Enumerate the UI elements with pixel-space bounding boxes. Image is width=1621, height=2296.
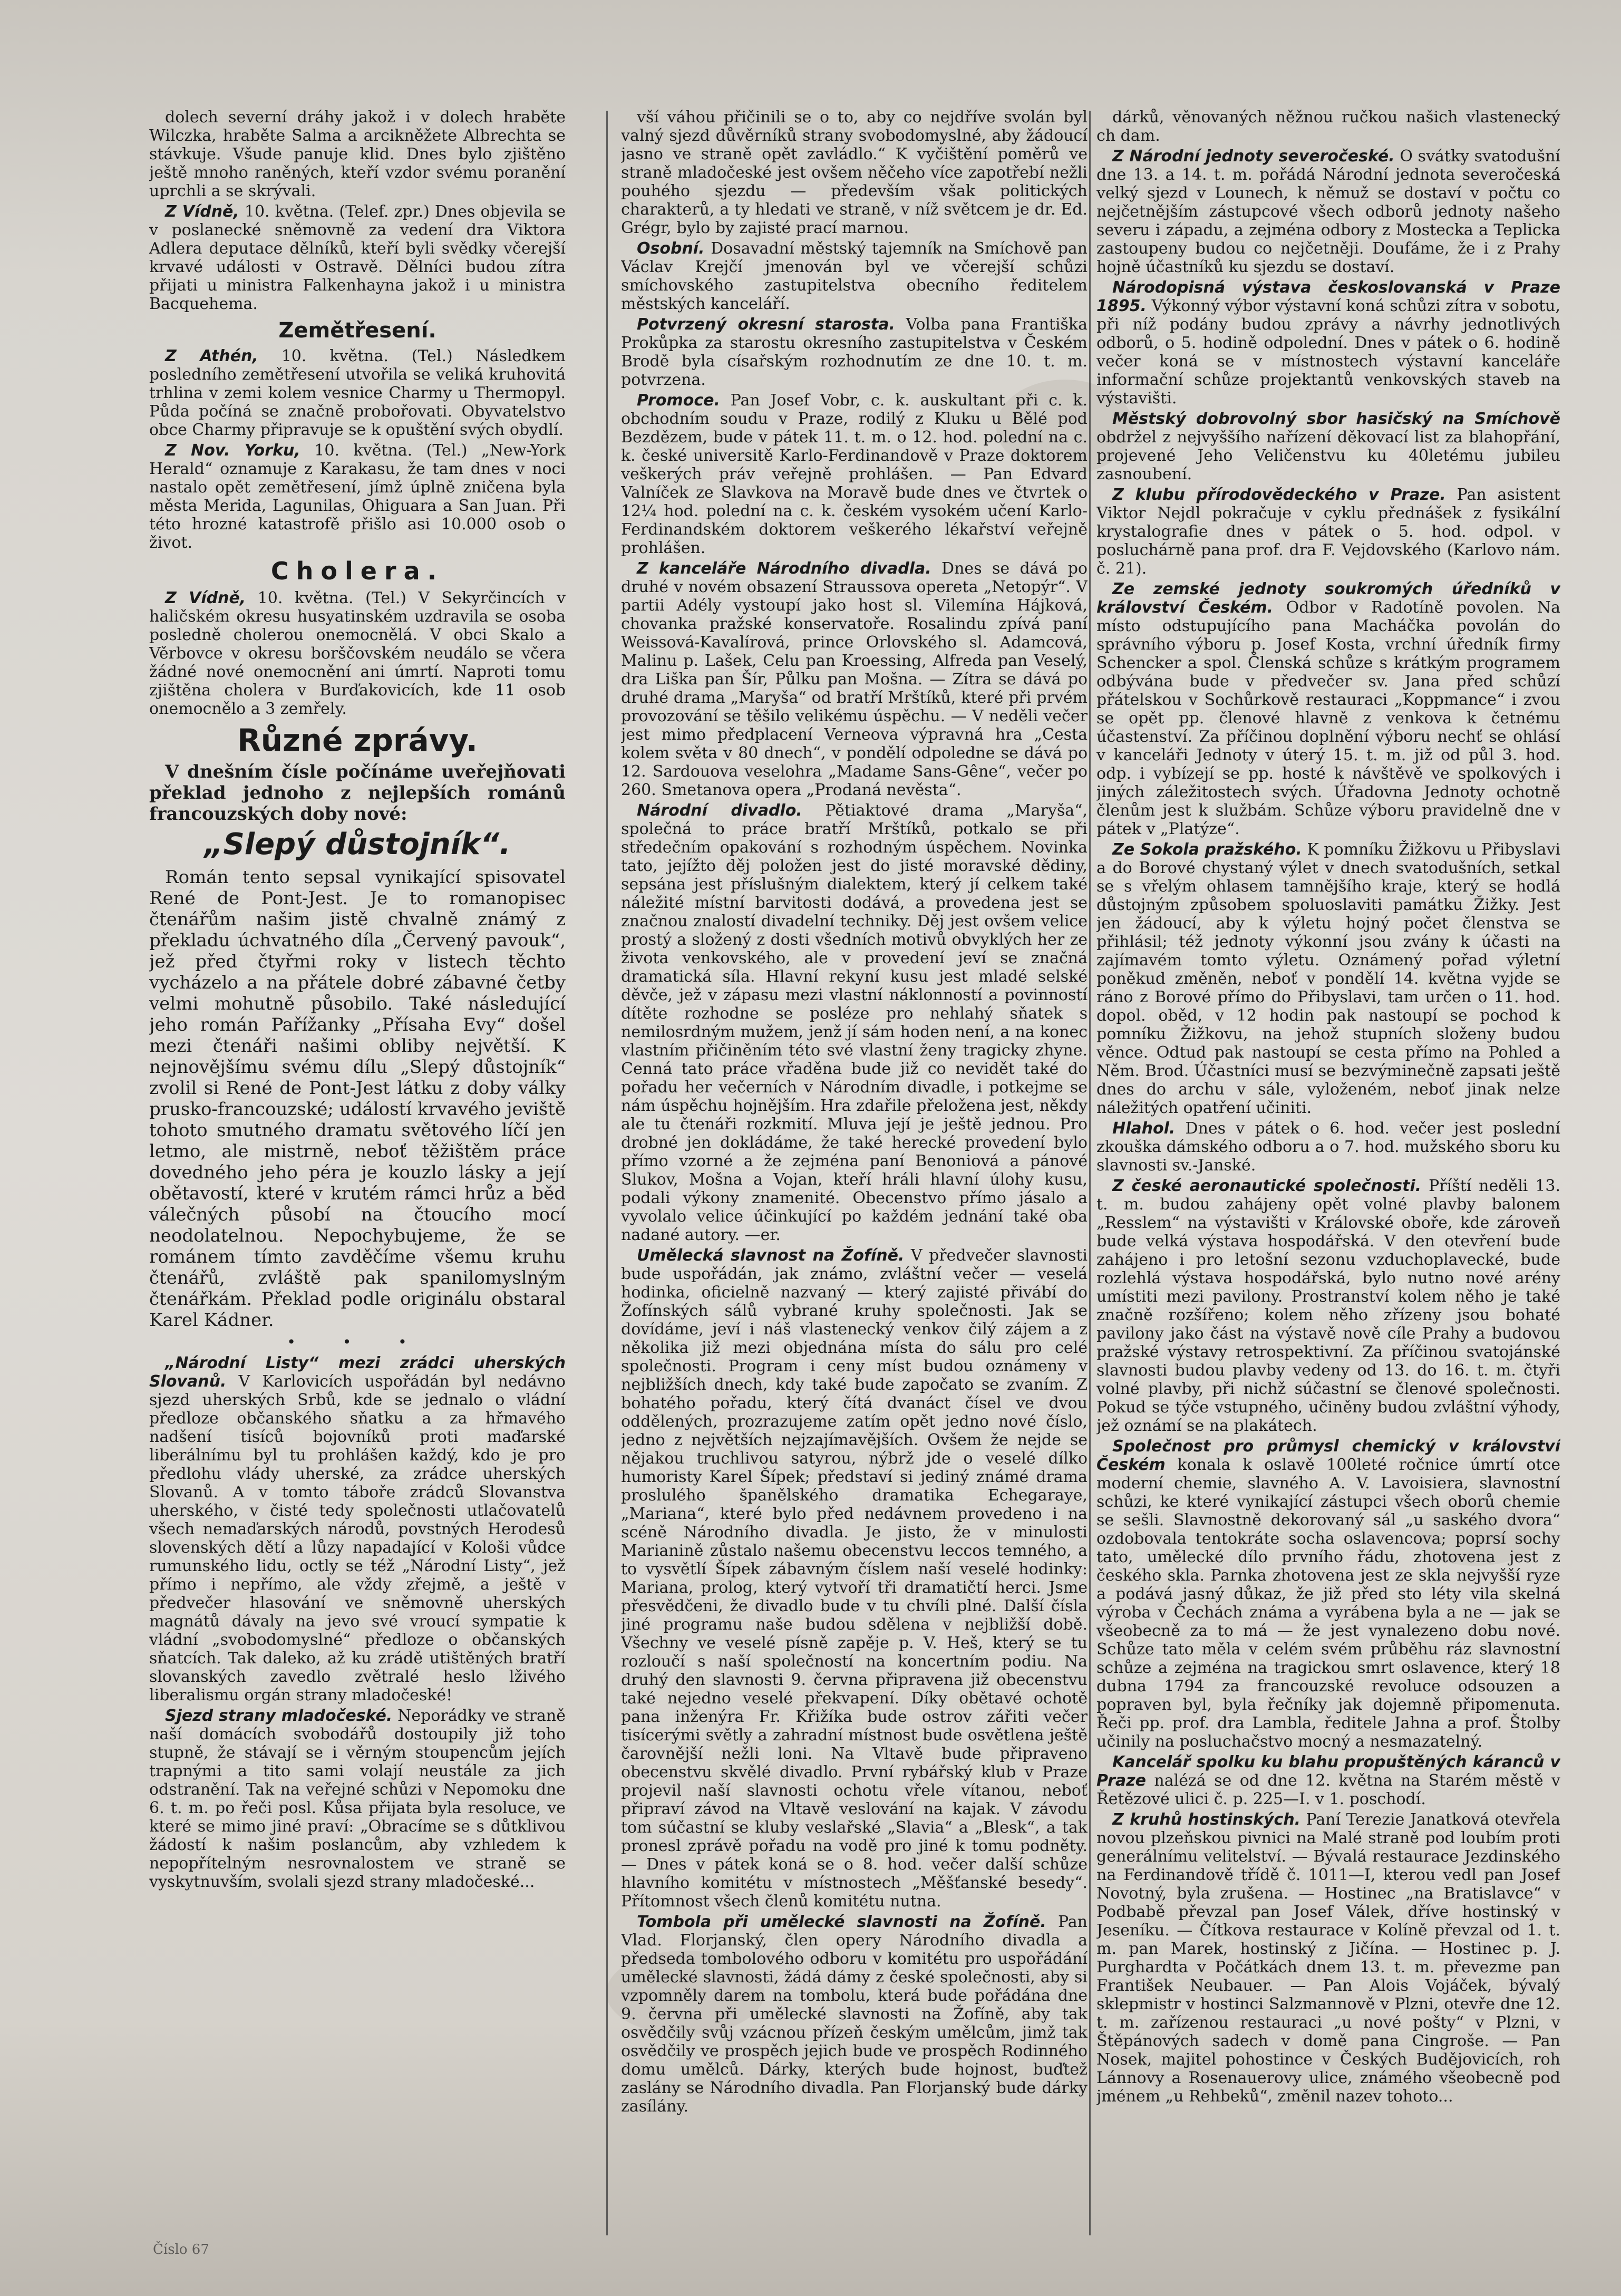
news-item-text: Odbor v Radotíně povolen. Na místo odstupujícího pana Macháčka povolán do správního výboru p. Josef Kosta, vrchní úředník firmy Schencker a spol. Členská schůze s krátkým programem odbývána bude v předvečer sv. Jana před schůzí přátelskou v Sochůrkově restauraci „Koppmance“ i zvou se opět pp. členové hlavně z venkova k četnému účastenství. Za příčinou doplnění výboru nechť se ohlásí v kanceláři Jednoty v úterý 15. t. m. již od půl 3. hod. odp. i vybízejí se pp. hosté k návštěvě ve spolkových i jiných záležitostech svých. Úřadovna Jednoty ochotně členům jest k službám. Schůze výboru pravidelně dne v pátek v „Platýze“. xyxy=(1096,598,1560,838)
section-heading: Cholera. xyxy=(270,557,444,585)
news-item xyxy=(149,347,566,439)
news-item-text: nalézá se od dne 12. května na Starém městě v Řetězové ulici č. p. 225—I. v 1. poschodí. xyxy=(1096,1771,1560,1808)
section-heading: Různé zprávy. xyxy=(237,722,478,758)
news-item-text: Příští neděli 13. t. m. budou zahájeny opět volné plavby balonem „Resslem“ na výstavišti v Královské oboře, kde zároveň bude velká výstava hospodářská. V den otevření bude zahájeno i pro letošní sezonu vzduchoplavecké, bude rozlehlá výstava hospodářská, bylo nutno nové arény umístiti mezi pavilony. Prostranství kolem něho je také značně rozšířeno; kolem něho zřízeny jsou bohaté pavilony jako část na výstavě nově cíle Prahy a budovou pražské výstavy retrospektivní. Za příčinou svatojánské slavnosti budou plavby vedeny od 13. do 16. t. m. čtyři volné plavby, při nichž súčastní se členové společnosti. Pokud se týče vstupného, učiněny budou zvláštní výhody, jež oznámí se na plakátech. xyxy=(1096,1177,1560,1435)
column-2 xyxy=(621,108,1088,2238)
news-item xyxy=(149,108,566,200)
column-divider xyxy=(606,111,608,2235)
news-item xyxy=(149,202,566,313)
news-item xyxy=(1096,486,1560,578)
news-item-text: Pan Josef Vobr, c. k. auskultant při c. k. obchodním soudu v Praze, rodilý z Kluku u Bělé pod Bezdězem, bude v pátek 11. t. m. o 12. hod. polední na c. k. české universitě Karlo-Ferdinandově v Praze doktorem veškerých práv veřejně prohlášen. — Pan Edvard Valníček ze Slavkova na Moravě bude dnes ve čtvrtek o 12¼ hod. polední na c. k. českém vysokém učení Karlo-Ferdinandském doktorem veškerého lékařství veřejně prohlášen. xyxy=(621,391,1088,557)
news-item-heading: Z české aeronautické společnosti. xyxy=(1112,1177,1422,1195)
news-item-text: Výkonný výbor výstavní koná schůzi zítra v sobotu, při níž podány budou zprávy a návrhy jednotlivých odborů, o 5. hodině odpolední. Dnes v pátek o 6. hodině večer koná se v místnostech výstavní kanceláře informační schůze projektantů venkovských staveb na výstavišti. xyxy=(1096,297,1560,408)
news-item xyxy=(621,1246,1088,1911)
news-item-heading: Promoce. xyxy=(637,391,720,410)
news-item-heading: Ze Sokola pražského. xyxy=(1112,840,1302,859)
news-item xyxy=(621,315,1088,389)
news-item-heading: Potvrzený okresní starosta. xyxy=(637,315,895,334)
news-item-text: dárků, věnovaných něžnou ručkou našich vlastenecký ch dam. xyxy=(1096,108,1560,145)
news-item xyxy=(621,239,1088,313)
news-item-heading: Národopisná výstava českoslovanská v Praze 1895. xyxy=(1096,278,1560,315)
feature-title: „Slepý důstojník“. xyxy=(204,827,511,861)
news-item-heading: Společnost pro průmysl chemický v království Českém xyxy=(1096,1437,1560,1474)
news-item-text: O svátky svatodušní dne 13. a 14. t. m. pořádá Národní jednota severočeská velký sjezd v Lounech, k němuž se dostaví v počtu co nejčetnějším zástupcové všech odborů jednoty našeho severu i západu, a zejména odbory z Mostecka a Teplicka zastoupeny budou co nejčetněji. Doufáme, že i z Prahy hojně účastníků ku sjezdu se dostaví. xyxy=(1096,147,1560,276)
news-item xyxy=(1096,1437,1560,1751)
column-1 xyxy=(149,108,566,2238)
news-item xyxy=(149,441,566,552)
page-number: Číslo 67 xyxy=(153,2242,209,2258)
news-item-text: Pan asistent Viktor Nejdl pokračuje v cyklu přednášek z fysikální krystalografie dnes v pátek o 5. hod. odpol. v posluchárně pana prof. dra F. Vejdovského (Karlovo nám. č. 21). xyxy=(1096,486,1560,578)
section-heading: Zemětřesení. xyxy=(278,318,436,343)
column-3 xyxy=(1096,108,1560,2238)
article-paragraph: Román tento sepsal vynikající spisovatel René de Pont-Jest. Je to romanopisec čtenářům našim jistě chvalně známý z překladu úchvatného díla „Červený pavouk“, jež před čtyřmi roky v listech těchto vycházelo a na přátele dobré zábavné četby velmi mohutně působilo. Také následující jeho román Pařížanky „Přísaha Evy“ došel mezi čtenáři našimi obliby největší. K nejnovějšímu svému dílu „Slepý důstojník“ zvolil si René de Pont-Jest látku z doby války prusko-francouzské; událostí krvavého jeviště tohoto smutného dramatu světového líčí jen letmo, ale mistrně, neboť těžištěm práce dovedného jeho péra je kouzlo lásky a její obětavostí, které v krutém rámci hrůz a běd válečných působí na čtoucího mocí neodolatelnou. Nepochybujeme, že se románem tímto zavděčíme všemu kruhu čtenářů, zvláště pak spanilomyslným čtenářkám. Překlad podle originálu obstaral Karel Kádner. xyxy=(149,867,566,1331)
news-item-text: 10. května. (Tel.) V Sekyrčincích v haličském okresu husyatinském uzdravila se osoba posledně cholerou onemocnělá. V obci Skalo a Věrbovce v okresu borščovském neudálo se včera žádné nové onemocnění ani úmrtí. Naproti tomu zjištěna cholera v Burďakovicích, kde 11 osob onemocnělo a 3 zemřely. xyxy=(149,589,566,718)
news-item-text: Dosavadní městský tajemník na Smíchově pan Václav Krejčí jmenován byl ve včerejší schůzi smíchovského zastupitelstva obecního ředitelem městských kanceláří. xyxy=(621,239,1088,313)
news-item-text: V předvečer slavnosti bude uspořádán, jak známo, zvláštní večer — veselá hodinka, oficielně nazvaný — který zajisté přivábí do Žofínských sálů vybrané kruhy společnosti. Jak se dovídáme, jeví i náš vlastenecký venkov čilý zájem a z několika již mezi objednána místa do sálu pro celé společnosti. Program i ceny míst budou oznámeny v nejbližších dnech, kdy také bude započato se zvaním. Z bohatého pořadu, který čítá dvanáct čísel ve dvou oddělených, prozrazujeme zatím opět jedno nové číslo, jedno z největších nejzajímavějších. Ovšem že nejde se nějakou truchlivou satyrou, nýbrž jde o veselé dílko humoristy Karel Šípek; představí si jediný známé drama proslulého španělského dramatika Echegaraye, „Mariana“, které bylo před nedávnem provedeno i na scéně Národního divadla. Je jisto, že v minulosti Marianině zůstalo našemu obecenstvu leccos temného, a to vysvětlí Šípek zábavným číslem naší veselé hodinky: Mariana, prolog, který vytvoří tři dramatičtí herci. Jsme přesvědčeni, že divadlo bude v tu chvíli plné. Další čísla jiné programu naše budou sdělena v nejbližší době. Všechny ve veselé písně zapěje p. V. Heš, který se tu rozloučí s naší společností na koncertním podiu. Na druhý den slavnosti 9. června připravena již obecenstvu také nejedno veselé překvapení. Díky obětavé ochotě pana inženýra Fr. Křižíka bude ostrov zářiti večer tisícerými světly a zahradní místnost bude osvětlena ještě čarovnější nežli loni. Na Vltavě bude připraveno obecenstvu skvělé divadlo. První rybářský klub v Praze projevil naší slavnosti ochotu vřele vítanou, neboť připraví závod na Vltavě veslování na kajak. V závodu tom súčastní se kluby veslařské „Slavia“ a „Blesk“, a tak pronesl zprávě pořadu na vodě pro jiné k tomu podněty. — Dnes v pátek koná se o 8. hod. večer další schůze hlavního komitétu v místnostech „Měšťanské besedy“. Přítomnost všech členů komitétu nutna. xyxy=(621,1246,1088,1911)
news-item-heading: Ze zemské jednoty soukromých úředníků v království Českém. xyxy=(1096,580,1560,617)
news-item xyxy=(621,801,1088,1244)
news-item xyxy=(1096,410,1560,483)
news-item-heading: Z Nov. Yorku, xyxy=(165,441,300,460)
news-item xyxy=(1096,1810,1560,2106)
news-item-heading: Z Národní jednoty severočeské. xyxy=(1112,147,1395,166)
news-item xyxy=(1096,840,1560,1117)
news-item xyxy=(621,559,1088,799)
news-item xyxy=(149,589,566,718)
news-item-text: Pětiaktové drama „Maryša“, společná to práce bratří Mrštíků, potkalo se při středečním opakování s rozhodným úspěchem. Novinka tato, jejížto děj položen jest do jisté moravské dědiny, sepsána jest příslušným dialektem, který jí celkem také náležité místní barvitosti dodává, a provedena jest se značnou znalostí divadelní techniky. Děj jest ovšem velice prostý a složený z dosti všedních motivů obvyklých her ze života venkovského, ale v provedení jeví se značná dramatická síla. Hlavní rekyní kusu jest mladé selské děvče, jež v zápasu mezi vlastní náklonností a povinností dítěte rozhodne se posléze pro nehlahý sňatek s nemilosrdným mužem, jenž jí sám hoden není, a na konec vlastním přičiněním této své vlastní ženy tragicky zhyne. Cenná tato práce vřaděna bude již co nevidět také do pořadu her večerních v Národním divadle, i potkejme se nám úspěchu hojnějším. Hra zdařile přeložena jest, někdy ale tu čtenáři rozkmití. Mluva její je ještě jednou. Pro drobné jen dokládáme, že také herecké provedení bylo přímo vzorné a že zejména paní Benoniová a pánové Slukov, Mošna a Vojan, kteří hráli hlavní úlohy kusu, podali výkony znamenité. Obecenstvo přímo jásalo a vyvolalo velice účinkující po každém jednání také oba nadané autory. —er. xyxy=(621,801,1088,1244)
news-item xyxy=(1096,108,1560,145)
news-item xyxy=(1096,1119,1560,1175)
news-item-heading: Osobní. xyxy=(637,239,705,258)
news-item xyxy=(621,1913,1088,2116)
news-item-heading: Kancelář spolku ku blahu propuštěných káranců v Praze xyxy=(1096,1753,1560,1790)
news-item-text: vší váhou přičinili se o to, aby co nejdříve svolán byl valný sjezd důvěrníků strany svobodomyslné, aby žádoucí jasno ve straně opět zavládlo.“ K vyčištění poměrů ve straně mladočeské jest ovšem něčeho více zapotřebí nežli pouhého sjezdu — především však politických charakterů, a ty hledati ve straně, v níž světcem je dr. Ed. Grégr, bylo by zajisté prací marnou. xyxy=(621,108,1088,237)
news-item-heading: Z klubu přírodovědeckého v Praze. xyxy=(1112,486,1446,504)
news-item-heading: Z Vídně, xyxy=(165,589,246,607)
news-item-text: Paní Terezie Janatková otevřela novou plzeňskou pivnici na Malé straně pod loubím proti generálnímu velitelství. — Bývalá restaurace Jezdinského na Ferdinandově třídě č. 1011—I, kterou vedl pan Josef Novotný, byla zrušena. — Hostinec „na Bratislavce“ v Podbabě převzal pan Josef Válek, dříve hostinský v Jeseníku. — Čítkova restaurace v Kolíně převzal od 1. t. m. pan Marek, hostinský z Jičína. — Hostinec p. J. Purghardta v Počátkách dnem 13. t. m. převezme pan František Neubauer. — Pan Alois Vojáček, bývalý sklepmistr v hostinci Salzmannově v Plzni, otevře dne 12. t. m. zařízenou restauraci „u nové pošty“ v Plzni, v Štěpánových sadech v domě pana Cingroše. — Pan Nosek, majitel pohostince v Českých Budějovicích, roh Lánnovy a Rosenauerovy ulice, známého všeobecně pod jménem „u Rehbeků“, změnil nazev tohoto... xyxy=(1096,1810,1560,2106)
news-item-heading: Z kanceláře Národního divadla. xyxy=(637,559,931,578)
news-item-text: K pomníku Žižkovu u Přibyslavi a do Borové chystaný výlet v dnech svatodušních, setkal se s vřelým ohlasem tamnějšího kraje, který se hodlá důstojným způsobem spoluoslaviti památku Žižky. Jest jen žádoucí, aby k výletu hojný počet členstva se přihlásil; též jednoty výkonní jsou zvány k účasti na zajímavém tomto výletu. Oznámený pořad výletní poněkud změněn, neboť v pondělí 14. května vyjde se ráno z Borové přímo do Přibyslavi, tam určen o 11. hod. dopol. oběd, v 12 hodin pak nastoupí se pochod k pomníku Žižkovu, na jehož stupních složeny budou věnce. Odtud pak nastoupí se cesta přímo na Pohled a Něm. Brod. Účastníci musí se bezvýminečně zapsati ještě dnes do archu v sále, vyloženém, neboť jinak nelze náležitých opatření učiniti. xyxy=(1096,840,1560,1117)
news-item-heading: Z Athén, xyxy=(165,347,258,365)
news-item xyxy=(149,1707,566,1891)
news-item-text: Neporádky ve straně naší domácích svobodářů dostoupily již toho stupně, že stávají se i věrným stoupencům jejích trapnými a tito sami volají neustále za jich odstranění. Tak na veřejné schůzi v Nepomoku dne 6. t. m. po řeči posl. Kůsa přijata byla resoluce, ve které se mimo jiné praví: „Obracíme se s důtklivou žádostí k našim poslancům, aby vzhledem k nepopřítelným nesrovnalostem ve straně se vyskytnuvším, svolali sjezd strany mladočeské... xyxy=(149,1707,566,1891)
news-item xyxy=(621,391,1088,557)
news-item-text: Dnes v pátek o 6. hod. večer jest poslední zkouška dámského odboru a o 7. hod. mužského sboru ku slavnosti sv.-Janské. xyxy=(1096,1119,1560,1175)
news-item xyxy=(1096,1177,1560,1435)
news-item-heading: „Národní Listy“ mezi zrádci uherských Slovanů. xyxy=(149,1354,566,1391)
news-item-text: 10. května. (Telef. zpr.) Dnes objevila se v poslanecké sněmovně za vedení dra Viktora Adlera deputace dělníků, kteří byli svědky včerejší krvavé události v Ostravě. Dělníci budou zítra přijati u ministra Falkenhayna jakož i u ministra Bacquehema. xyxy=(149,202,566,313)
news-item-heading: Umělecká slavnost na Žofíně. xyxy=(637,1246,905,1265)
news-item-text: Dnes se dává po druhé v novém obsazení Straussova opereta „Netopýr“. V partii Adély vystoupí jako host sl. Vilemína Hájková, chovanka pražské konservatoře. Rosalindu zpívá paní Weissová-Kavalírová, prince Orlovského sl. Adamcová, Malinu p. Lašek, Celu pan Kroessing, Alfreda pan Veselý, dra Liška pan Šír, Půlku pan Mošna. — Zítra se dává po druhé drama „Maryša“ od bratří Mrštíků, které při prvém provozování se těšilo velikému úspěchu. — V neděli večer jest mimo předplacení Verneova výpravná hra „Cesta kolem světa v 80 dnech“, v pondělí odpoledne se dává po 12. Sardouova veselohra „Madame Sans-Gêne“, večer po 260. Smetanova opera „Prodaná nevěsta“. xyxy=(621,559,1088,799)
news-item-text: konala k oslavě 100leté ročnice úmrtí otce moderní chemie, slavného A. V. Lavoisiera, slavnostní schůzi, ke které vynikající zástupci všech oborů chemie se sešli. Slavnostně dekorovaný sál „u saského dvora“ ozdobovala tentokráte socha oslavencova; poprsí sochy tato, umělecké dílo prvního řádu, zhotovena jest z českého skla. Parnka zhotovena jest ze skla nejvyšší ryze a podává jasný důkaz, že již před sto léty vila skelná výroba v Čechách známa a vyrábena byla a ne — jak se všeobecně za to má — že jest vynalezeno dobu nové. Schůze tato měla v celém svém průběhu ráz slavnostní schůze a zejména na tragickou smrt oslavence, který 18 dubna 1794 za francouzské revoluce odsouzen a popraven byl, byla řečníky jak dojemně připomenuta. Řeči pp. prof. dra Lambla, ředitele Jahna a prof. Štolby učinily na posluchačstvo mocný a nesmazatelný. xyxy=(1096,1456,1560,1751)
news-item-heading: Národní divadlo. xyxy=(637,801,802,820)
lead-paragraph: V dnešním čísle počínáme uveřejňovati překlad jednoho z nejlepších románů francouzských doby nové: xyxy=(149,761,566,825)
news-item xyxy=(621,108,1088,237)
news-item xyxy=(1096,1753,1560,1808)
news-item-text: V Karlovicích uspořádán byl nedávno sjezd uherských Srbů, kde se jednalo o vládní předloze občanského sňatku a za hřmavého nadšení tisíců bojovníků proti maďarské liberálnímu byl tu prohlášen každý, kdo je pro předlohu vlády uherské, za zrádce uherských Slovanů. A v tomto táboře zrádců Slovanstva uherského, v čisté tedy společnosti utlačovatelů všech nemaďarských národů, povstných Herodesů slovenských dětí a lůzy napadající v Kološi vůdce rumunského lidu, octly se též „Národní Listy“, jež přímo i nepřímo, ale vždy zřejmě, a ještě v předvečer hlasování ve sněmovně uherských magnátů dávaly na jevo své vroucí sympatie k vládní „svobodomyslné“ předloze o občanských sňatcích. Tak daleko, až ku zrádě utištěných bratří slovanských zavedlo zvětralé heslo lživého liberalismu orgán strany mladočeské! xyxy=(149,1372,566,1704)
news-item-heading: Tombola při umělecké slavnosti na Žofíně. xyxy=(637,1913,1046,1931)
news-item xyxy=(149,1354,566,1704)
separator-dots: • • • xyxy=(287,1333,428,1351)
news-item-text: Volba pana Františka Prokůpka za starostu okresního zastupitelstva v Českém Brodě byla císařským rozhodnutím ze dne 10. t. m. potvrzena. xyxy=(621,315,1088,389)
news-item-heading: Z kruhů hostinských. xyxy=(1112,1810,1301,1829)
news-item-text: obdržel z nejvyššího nařízení děkovací list za blahopřání, projevené Jeho Veličenstvu ku 40letému jubileu zasnoubení. xyxy=(1096,428,1560,483)
news-item-heading: Z Vídně, xyxy=(165,202,239,221)
news-item-text: dolech severní dráhy jakož i v dolech hraběte Wilczka, hraběte Salma a arcikněžete Albrechta se stávkuje. Všude panuje klid. Dnes bylo zjištěno ještě mnoho raněných, kteří vzdor svému poranění uprchli a se skrývali. xyxy=(149,108,566,200)
news-item xyxy=(1096,147,1560,276)
news-item-heading: Sjezd strany mladočeské. xyxy=(165,1707,393,1725)
news-item xyxy=(1096,580,1560,838)
news-item-text: 10. května. (Tel.) Následkem posledního zemětřesení utvořila se veliká kruhovitá trhlina v zemi kolem vesnice Charmy u Thermopyl. Půda počíná se značně probořovati. Obyvatelstvo obce Charmy připravuje se k opuštění svých obydlí. xyxy=(149,347,566,439)
news-item-heading: Hlahol. xyxy=(1112,1119,1176,1138)
news-item-text: 10. května. (Tel.) „New-York Herald“ oznamuje z Karakasu, že tam dnes v noci nastalo opět zemětřesení, jímž úplně zničena byla města Merida, Lagunilas, Ohiguara a San Juan. Při této hrozné katastrofě přišlo asi 10.000 osob o život. xyxy=(149,441,566,552)
column-divider xyxy=(1089,111,1091,2235)
news-item-text: Pan Vlad. Florjanský, člen opery Národního divadla a předseda tombolového odboru v komitétu pro uspořádání umělecké slavnosti, žádá dámy z české společnosti, aby si vzpomněly darem na tombolu, která bude pořádána dne 9. června při umělecké slavnosti na Žofíně, aby tak osvědčily svůj vzácnou přízeň českým umělcům, jimž tak osvědčily ve prospěch jejich bude ve prospěch Rodinného domu umělců. Dárky, kterých bude hojnost, buďtež zaslány se Národního divadla. Pan Florjanský bude dárky zasílány. xyxy=(621,1913,1088,2116)
news-item xyxy=(1096,278,1560,408)
news-item-heading: Městský dobrovolný sbor hasičský na Smíchově xyxy=(1112,410,1560,428)
